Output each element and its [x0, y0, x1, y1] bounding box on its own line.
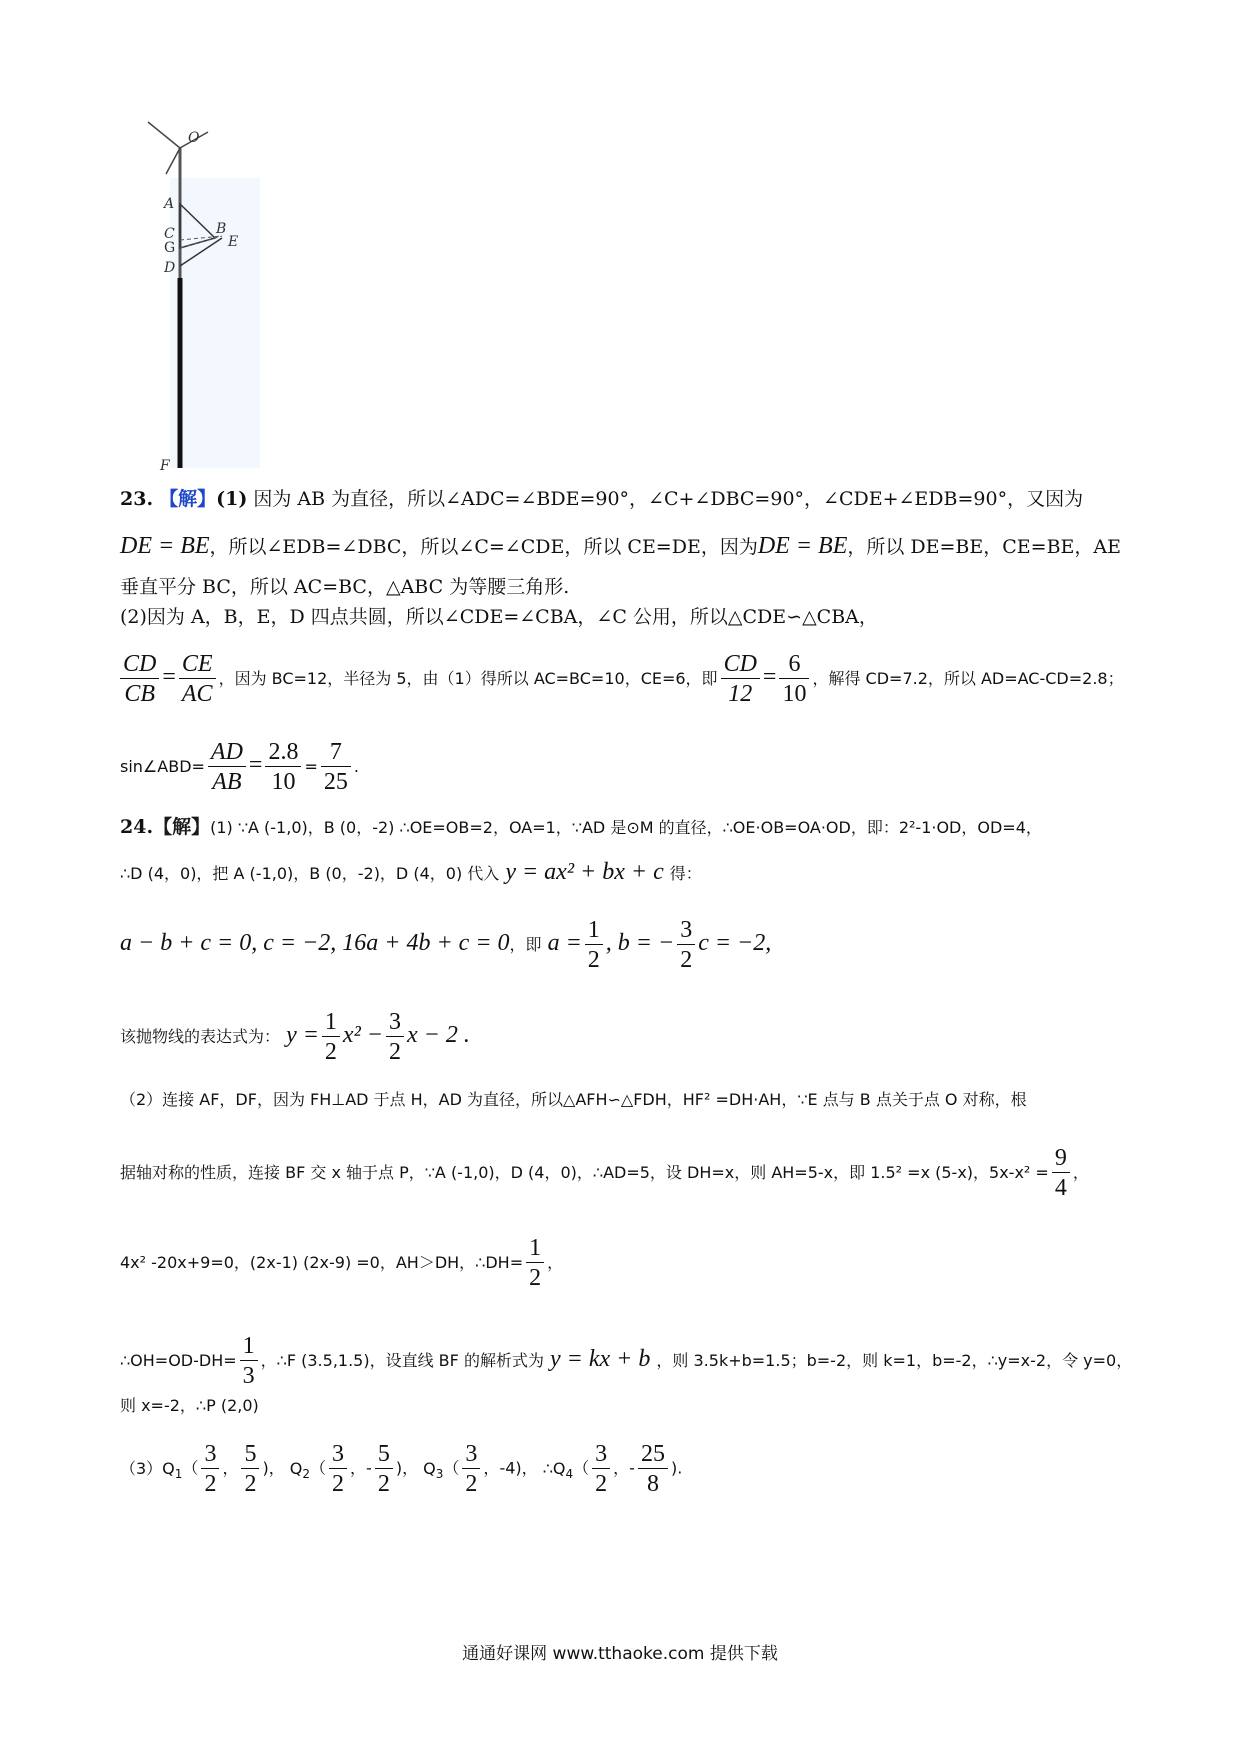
q24-text-8c: ，则 3.5k+b=1.5；b=-2，则 k=1，b=-2，∴y=x-2，令 y=0，: [656, 1351, 1133, 1370]
q24-line-7: [120, 1236, 563, 1290]
q24-eq-tail: x − 2 .: [406, 1022, 470, 1048]
q24-line-10: $(3)Q_1$（ $\frac{3}{2}$ ， $\frac{5}{2}$ )， $Q_2$（ $\frac{3}{2}$ ，- $\frac{5}{2}$ )， $Q_3$（ $\frac{3}{2}$ ，-4)， $\therefore Q_4$（ $\frac{3}{2}$ ，- $\frac{25}{8}$ ).: [120, 1441, 683, 1497]
q24-line-9: [120, 1396, 259, 1415]
q24-q3-x: $\frac{3}{2}$: [462, 1442, 480, 1496]
q23-text-5b: ，解得 CD=7.2，所以 AD=AC-CD=2.8；: [812, 669, 1124, 688]
q24-q1-y: $\frac{5}{2}$: [241, 1442, 259, 1496]
q23-frac-7-25: $\frac{7}{25}$: [321, 740, 351, 794]
q24-frac-1-2: $\frac{1}{2}$: [585, 918, 603, 972]
q24-line-4: [120, 1010, 470, 1064]
q24-line-1: [120, 818, 1042, 837]
q24-frac-9-4: $\frac{9}{4}$: [1052, 1146, 1070, 1200]
q23-text-6a: sin∠ABD=: [120, 757, 205, 776]
q24-eq-x2: x² −: [342, 1022, 383, 1048]
q24-line-5: [120, 1090, 1027, 1109]
q23-line-2: [120, 534, 1121, 558]
q24-text-3a: ，即: [509, 935, 542, 954]
q23-text-2a: ，所以∠EDB=∠DBC，所以∠C=∠CDE，所以 CE=DE，因为: [209, 536, 758, 558]
q24-text-5: （2）连接 AF，DF，因为 FH⊥AD 于点 H，AD 为直径，所以△AFH∽△FDH，HF² =DH·AH，∵E 点与 B 点关于点 O 对称，根: [120, 1090, 1027, 1109]
q24-q2-label: $Q_2$: [289, 1458, 311, 1481]
q23-frac-ad-ab: $\frac{AD}{AB}$: [208, 740, 246, 794]
q24-frac-half: $\frac{1}{2}$: [322, 1010, 340, 1064]
q24-q4-x: $\frac{3}{2}$: [592, 1442, 610, 1496]
q24-eq-y: y =: [286, 1022, 319, 1048]
q23-text-2b: ，所以 DE=BE，CE=BE，AE: [847, 536, 1122, 558]
q23-tag: 【解】: [159, 488, 217, 510]
q24-eq-b: , b = −: [605, 930, 675, 956]
figure-label-C: C: [164, 226, 175, 242]
q23-frac-ce-ac: $\frac{CE}{AC}$: [179, 652, 216, 706]
q23-text-4: (2)因为 A，B，E，D 四点共圆，所以∠CDE=∠CBA，∠C 公用，所以△CDE∽△CBA，: [120, 606, 878, 628]
q24-eq-a: a =: [547, 930, 582, 956]
q24-q2-y: $\frac{5}{2}$: [375, 1442, 393, 1496]
q24-text-9: 则 x=-2，∴P (2,0): [120, 1396, 259, 1415]
q24-text-2b: 得：: [669, 864, 702, 883]
figure-label-F: F: [160, 458, 170, 474]
q23-text-3: 垂直平分 BC，所以 AC=BC，△ABC 为等腰三角形.: [120, 576, 570, 598]
q24-tag: 【解】: [153, 816, 211, 838]
figure-label-B: B: [216, 221, 227, 237]
figure-label-O: O: [188, 130, 200, 146]
q24-eq-c: c = −2,: [698, 930, 772, 956]
q24-q2-x: $\frac{3}{2}$: [329, 1442, 347, 1496]
q24-text-4a: 该抛物线的表达式为：: [120, 1027, 281, 1046]
q23-text-6end: .: [353, 757, 359, 776]
q24-text-6b: ，: [1072, 1163, 1089, 1182]
footer: 通通好课网 www.tthaoke.com 提供下载: [462, 1644, 778, 1664]
q24-frac-three-halves: $\frac{3}{2}$: [386, 1010, 404, 1064]
q24-q1-x: $\frac{3}{2}$: [201, 1442, 219, 1496]
q24-frac-3-2: $\frac{3}{2}$: [677, 918, 695, 972]
q23-eq-de-be-1: DE = BE: [120, 533, 210, 559]
pole-figure: [140, 118, 280, 476]
q24-number: 24.: [120, 816, 154, 838]
q24-text-1: (1) ∵A (-1,0)，B (0，-2) ∴OE=OB=2，OA=1，∵AD 是⊙M 的直径，∴OE·OB=OA·OD，即：2²-1·OD，OD=4，: [210, 818, 1042, 837]
q23-eq-de-be-2: DE = BE: [757, 533, 848, 559]
q24-q3-label: $Q_3$: [423, 1458, 444, 1481]
q24-eq-parabola: y = ax² + bx + c: [505, 859, 664, 885]
figure-label-A: A: [164, 196, 175, 212]
q23-line-5: $\frac{CD}{CB}$ = $\frac{CE}{AC}$ ，因为 BC=12，半径为 5，由（1）得所以 AC=BC=10，CE=6，即 $\frac{CD}{12}$ = $\frac{6}{10}$ ，解得 CD=7.2，所以 AD=AC-CD=2.8；: [120, 652, 1124, 706]
figure-label-D: D: [164, 260, 176, 276]
q24-line-2: [120, 860, 702, 884]
q23-frac-6-10: $\frac{6}{10}$: [779, 652, 809, 706]
q24-text-7a: 4x² -20x+9=0，(2x-1) (2x-9) =0，AH＞DH，∴DH=: [120, 1253, 524, 1272]
figure-label-G: G: [164, 240, 176, 256]
q23-frac-2.8-10: $\frac{2.8}{10}$: [265, 740, 301, 794]
q24-line-6: [120, 1146, 1089, 1200]
q24-q3-y: -4: [499, 1458, 516, 1478]
q24-line-3: [120, 918, 771, 972]
q23-text-5a: ，因为 BC=12，半径为 5，由（1）得所以 AC=BC=10，CE=6，即: [218, 669, 718, 688]
q24-q1-label: $(3)Q_1$: [120, 1458, 183, 1481]
q24-q4-label: $\therefore Q_4$: [542, 1458, 574, 1481]
q24-frac-dh: $\frac{1}{2}$: [526, 1236, 544, 1290]
q24-text-6a: 据轴对称的性质，连接 BF 交 x 轴于点 P，∵A (-1,0)，D (4，0)，∴AD=5，设 DH=x，则 AH=5-x，即 1.5² =x (5-x)，5x-x² =: [120, 1163, 1049, 1182]
q24-text-7b: ，: [547, 1253, 564, 1272]
figure-label-E: E: [228, 234, 239, 250]
q24-text-8b: ，∴F (3.5,1.5)，设直线 BF 的解析式为: [260, 1351, 544, 1370]
q23-line-1: [120, 490, 1083, 509]
q24-frac-oh: $\frac{1}{3}$: [240, 1334, 258, 1388]
q23-text-1: 因为 AB 为直径，所以∠ADC=∠BDE=90°，∠C+∠DBC=90°，∠CDE+∠EDB=90°，又因为: [253, 488, 1084, 510]
q23-line-6: sin∠ABD= $\frac{AD}{AB}$ = $\frac{2.8}{10}$ = $\frac{7}{25}$ .: [120, 739, 359, 795]
q23-line-4: [120, 608, 878, 627]
q23-line-3: [120, 578, 569, 597]
q23-part1-label: (1): [216, 488, 248, 510]
q24-line-8: [120, 1334, 1132, 1388]
q24-text-2a: ∴D (4，0)，把 A (-1,0)，B (0，-2)，D (4，0) 代入: [120, 864, 500, 883]
q24-eq-system: a − b + c = 0, c = −2, 16a + 4b + c = 0: [120, 930, 510, 956]
q23-frac-cd-cb: $\frac{CD}{CB}$: [120, 652, 159, 706]
q23-frac-cd-12: $\frac{CD}{12}$: [721, 652, 760, 706]
q24-eq-line: y = kx + b: [550, 1346, 651, 1372]
q23-number: 23.: [120, 488, 154, 510]
q24-q4-y: $\frac{25}{8}$: [638, 1442, 668, 1496]
q24-text-8a: ∴OH=OD-DH=: [120, 1351, 237, 1370]
